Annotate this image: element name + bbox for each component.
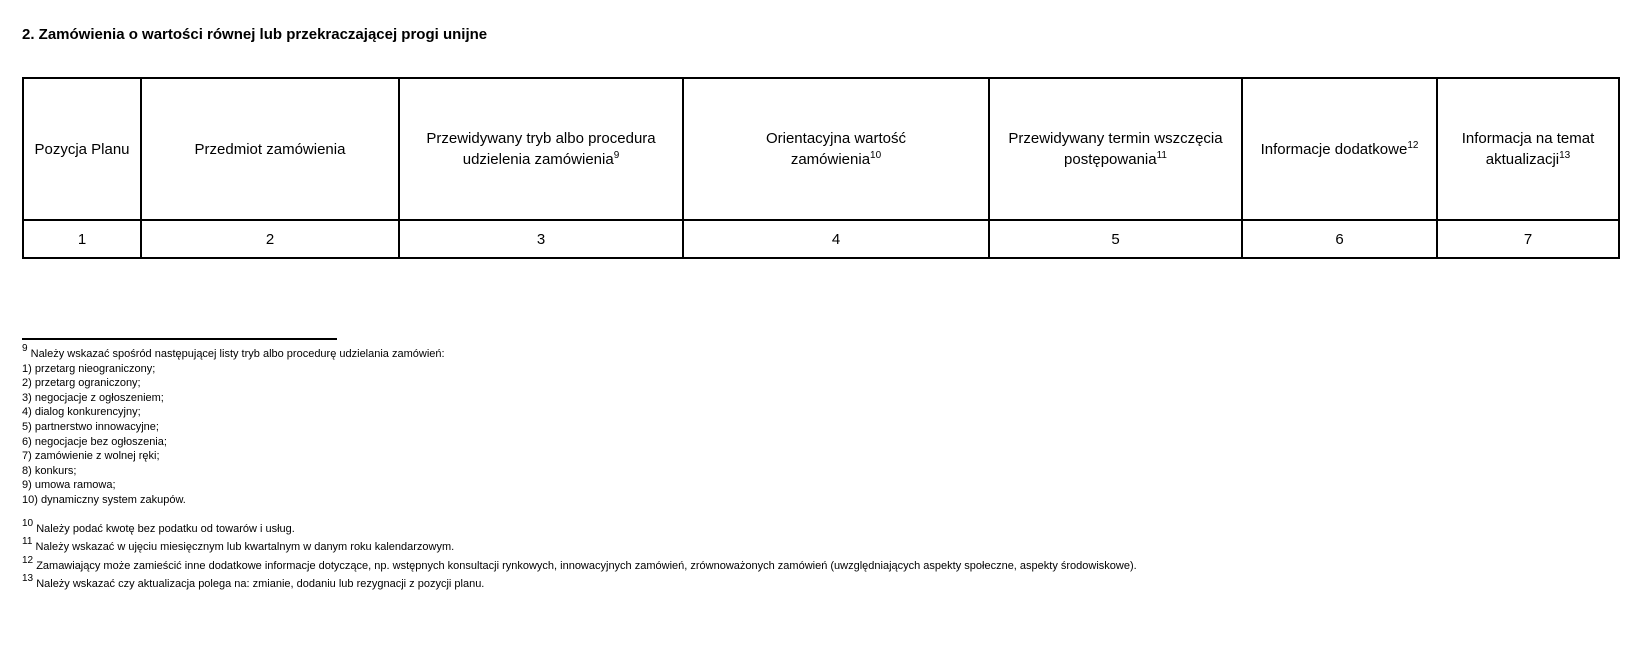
procedure-list-item: 5) partnerstwo innowacyjne;: [22, 420, 159, 433]
footnote-number: 12: [22, 554, 34, 566]
procedure-list-item: 7) zamówienie z wolnej ręki;: [22, 450, 160, 463]
footnote-number: 10: [22, 517, 34, 529]
footnote-text: Należy wskazać w ujęciu miesięcznym lub kwartalnym w danym roku kalendarzowym.: [35, 541, 455, 554]
column-number: 5: [989, 220, 1242, 258]
column-number: 1: [23, 220, 141, 258]
procedure-list-item: 6) negocjacje bez ogłoszenia;: [22, 435, 167, 448]
footnote-ref[interactable]: 13: [1559, 150, 1571, 161]
footnote-separator: [22, 338, 337, 340]
table-number-row: [23, 220, 1619, 258]
header-text: Przewidywany termin wszczęcia postępowania: [1008, 130, 1223, 168]
procedure-list-item: 9) umowa ramowa;: [22, 479, 116, 492]
header-cell: [989, 78, 1242, 220]
footnotes: [22, 343, 1137, 592]
procedure-list-item: 3) negocjacje z ogłoszeniem;: [22, 391, 164, 404]
procedure-list-item: 4) dialog konkurencyjny;: [22, 406, 141, 419]
header-text: Informacja na temat aktualizacji: [1461, 130, 1595, 168]
procedure-list-item: 10) dynamiczny system zakupów.: [22, 493, 186, 506]
section-title: 2. Zamówienia o wartości równej lub przekraczającej progi unijne: [22, 26, 488, 43]
footnote-9: [22, 343, 1137, 362]
header-text: Orientacyjna wartość zamówienia: [765, 130, 907, 168]
header-cell: [23, 78, 141, 220]
footnote-10: [22, 517, 1137, 537]
header-cell: [141, 78, 399, 220]
footnote-number: 13: [22, 573, 34, 585]
footnote-text: Zamawiający może zamieścić inne dodatkowe informacje dotyczące, np. wstępnych konsultacji rynkowych, innowacyjnych zamówień, zrównoważonych zamówień (uwzględniających aspekty społeczne, aspekty środowiskowe).: [36, 559, 1137, 572]
footnote-12: [22, 554, 1137, 574]
footnote-text: Należy wskazać czy aktualizacja polega na: zmianie, dodaniu lub rezygnacji z pozycji planu.: [36, 578, 485, 591]
footnote-ref[interactable]: 12: [1407, 139, 1419, 151]
column-number: 2: [141, 220, 399, 258]
header-cell: [1242, 78, 1437, 220]
procedure-list-item: 2) przetarg ograniczony;: [22, 377, 141, 390]
procedure-list-item: 8) konkurs;: [22, 464, 77, 477]
footnote-text: Należy podać kwotę bez podatku od towarów i usług.: [36, 522, 295, 535]
header-text: Pozycja Planu: [34, 140, 130, 158]
footnote-13: [22, 573, 1137, 592]
footnote-ref[interactable]: 9: [613, 150, 620, 161]
column-number: 3: [399, 220, 683, 258]
procurement-table: [22, 77, 1620, 259]
header-cell: [683, 78, 989, 220]
footnote-number: 11: [22, 536, 33, 548]
procedure-list-item: 1) przetarg nieograniczony;: [22, 362, 156, 375]
header-cell: [399, 78, 683, 220]
footnote-ref[interactable]: 11: [1156, 150, 1167, 161]
footnote-ref[interactable]: 10: [870, 150, 882, 161]
table-header-row: [23, 78, 1619, 220]
footnote-number: 9: [22, 343, 28, 354]
header-cell: [1437, 78, 1619, 220]
column-number: 4: [683, 220, 989, 258]
column-number: 6: [1242, 220, 1437, 258]
header-text: Informacje dodatkowe: [1260, 140, 1408, 158]
header-text: Przewidywany tryb albo procedura udzielenia zamówienia: [426, 130, 656, 168]
footnote-11: [22, 536, 1137, 555]
footnote-text: Należy wskazać spośród następującej listy tryb albo procedurę udzielania zamówień:: [30, 348, 445, 360]
column-number: 7: [1437, 220, 1619, 258]
header-text: Przedmiot zamówienia: [194, 140, 346, 158]
